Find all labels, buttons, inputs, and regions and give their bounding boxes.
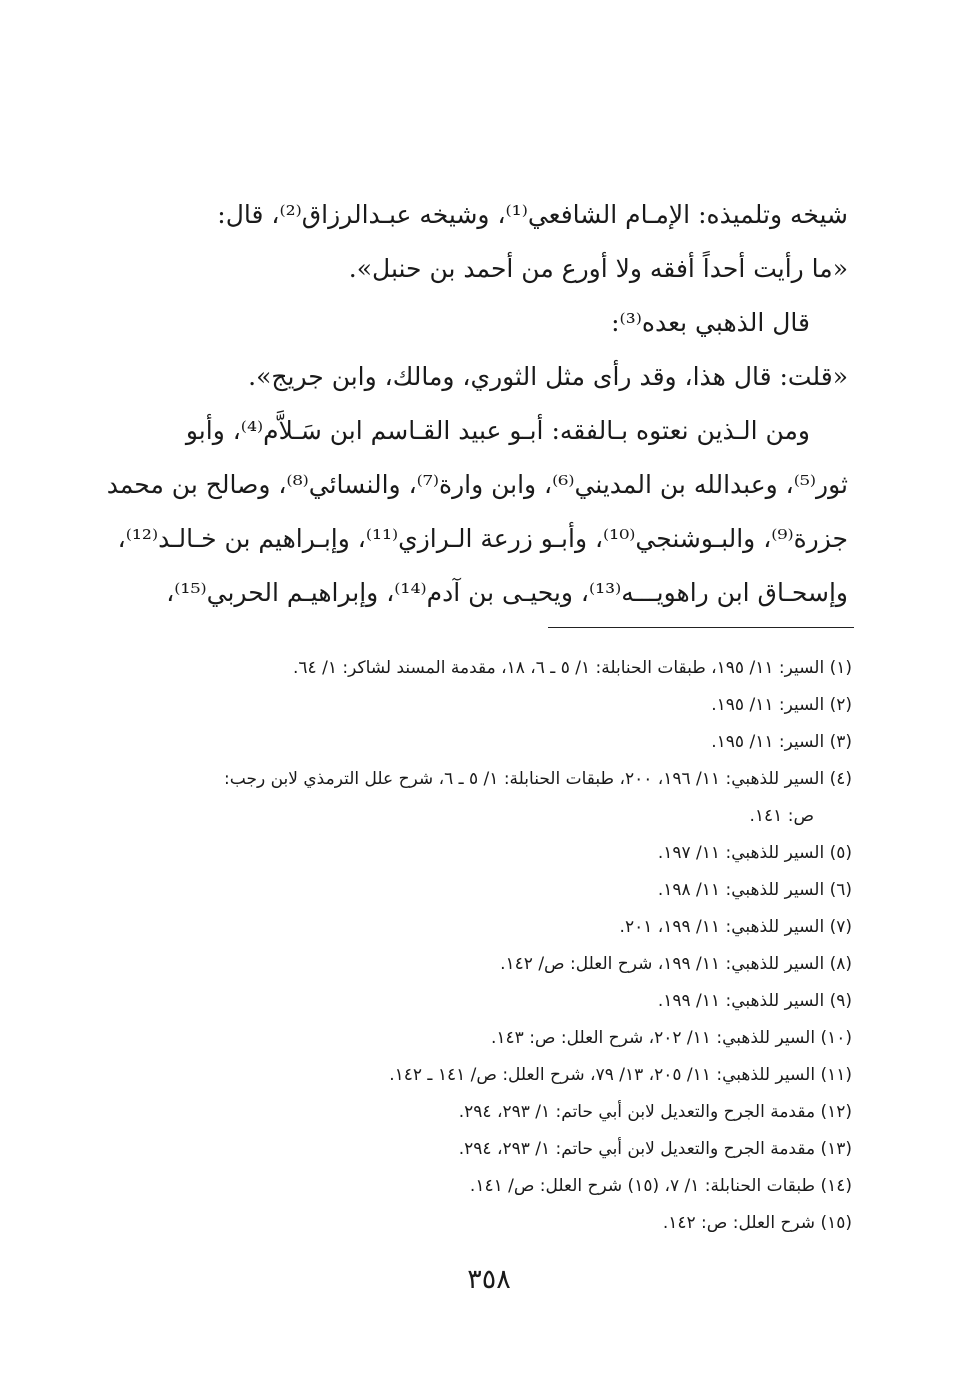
footnotes xyxy=(130,650,852,1242)
footnote-continuation: ص: ١٤١. xyxy=(749,806,814,826)
footnote: (١٠) السير للذهبي: ١١/ ٢٠٢، شرح العلل: ص: ١٤٣. xyxy=(490,1028,852,1048)
footnote: (١١) السير للذهبي: ١١/ ٢٠٥، ١٣/ ٧٩، شرح العلل: ص/ ١٤١ ـ ١٤٢. xyxy=(389,1065,852,1085)
text-line: شيخه وتلميذه: الإمـام الشافعي⁽¹⁾، وشيخه عبـدالرزاق⁽²⁾، قال: xyxy=(217,200,848,229)
footnote: (١٣) مقدمة الجرح والتعديل لابن أبي حاتم: ١/ ٢٩٣، ٢٩٤. xyxy=(458,1139,852,1159)
footnote: (٩) السير للذهبي: ١١/ ١٩٩. xyxy=(657,991,852,1011)
footnote: (٢) السير: ١١/ ١٩٥. xyxy=(711,695,852,715)
footnote: (٨) السير للذهبي: ١١/ ١٩٩، شرح العلل: ص/ ١٤٢. xyxy=(500,954,852,974)
footnote: (٧) السير للذهبي: ١١/ ١٩٩، ٢٠١. xyxy=(619,917,852,937)
main-text xyxy=(106,188,848,620)
footnote: (٤) السير للذهبي: ١١/ ١٩٦، ٢٠٠، طبقات الحنابلة: ١/ ٥ ـ ٦، شرح علل الترمذي لابن رجب: xyxy=(224,769,852,789)
footnote: (١٥) شرح العلل: ص: ١٤٢. xyxy=(662,1213,852,1233)
footnote: (١) السير: ١١/ ١٩٥، طبقات الحنابلة: ١/ ٥ ـ ٦، ١٨، مقدمة المسند لشاكر: ١/ ٦٤. xyxy=(293,658,852,678)
text-line: «ما رأيت أحداً أفقه ولا أورع من أحمد بن حنبل». xyxy=(348,254,848,283)
footnote: (٦) السير للذهبي: ١١/ ١٩٨. xyxy=(657,880,852,900)
page-number: ٣٥٨ xyxy=(467,1264,511,1295)
footnote: (١٤) طبقات الحنابلة: ١/ ٧، (١٥) شرح العلل: ص/ ١٤١. xyxy=(469,1176,852,1196)
text-line: وإسحـاق ابن راهويـــه⁽¹³⁾، ويحيـى بن آدم⁽¹⁴⁾، وإبراهيـم الحربي⁽¹⁵⁾، xyxy=(166,578,848,607)
text-line: ومن الـذين نعتوه بـالفقه: أبـو عبيد القـاسم ابن سَـلاَّم⁽⁴⁾، وأبو xyxy=(185,416,810,445)
footnote: (٣) السير: ١١/ ١٩٥. xyxy=(711,732,852,752)
footnote: (٥) السير للذهبي: ١١/ ١٩٧. xyxy=(657,843,852,863)
text-line: جزرة⁽⁹⁾، والبـوشنجي⁽¹⁰⁾، وأبـو زرعة الـرازي⁽¹¹⁾، وإبـراهيم بن خـالـد⁽¹²⁾، xyxy=(117,524,848,553)
footnote: (١٢) مقدمة الجرح والتعديل لابن أبي حاتم: ١/ ٢٩٣، ٢٩٤. xyxy=(458,1102,852,1122)
text-line: قال الذهبي بعده⁽³⁾: xyxy=(611,308,810,337)
text-line: ثور⁽⁵⁾، وعبدالله بن المديني⁽⁶⁾، وابن وارة⁽⁷⁾، والنسائي⁽⁸⁾، وصالح بن محمد xyxy=(106,470,848,499)
text-line: «قلت: قال هذا، وقد رأى مثل الثوري، ومالك، وابن جريج». xyxy=(248,362,848,391)
footnote-divider xyxy=(548,627,854,628)
